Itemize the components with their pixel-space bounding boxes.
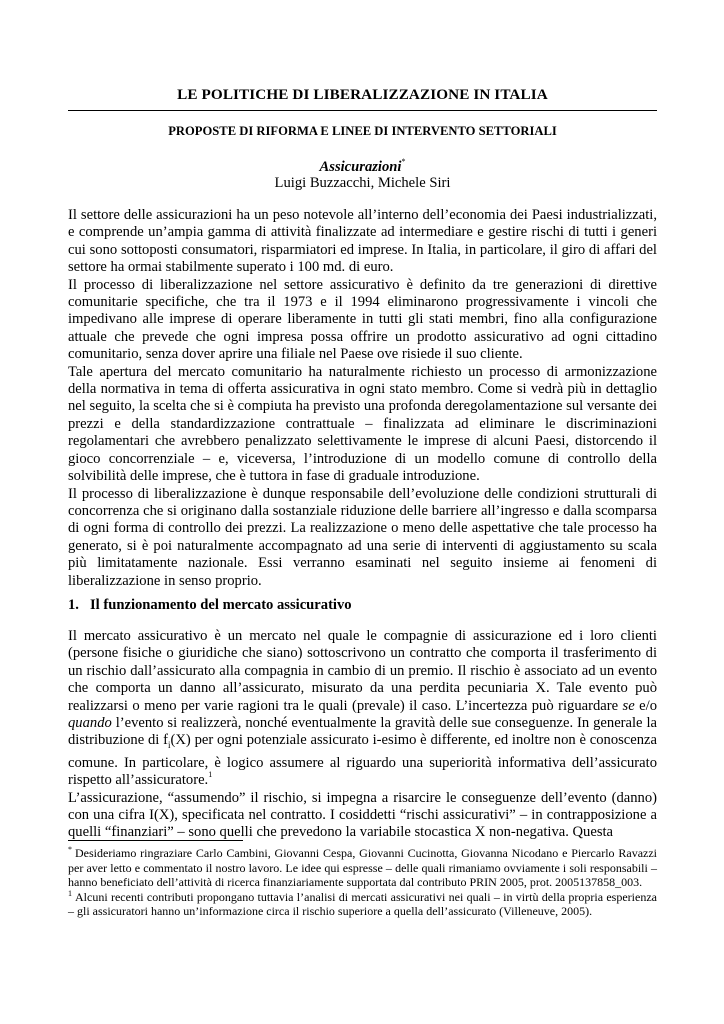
text-run: l’evento si realizzerà, nonché eventualmente la gravità delle sue conseguenze. In generale la distribuzione di f — [68, 715, 657, 749]
title-divider — [68, 110, 657, 111]
footnote-text: Desideriamo ringraziare Carlo Cambini, Giovanni Cespa, Giovanni Cucinotta, Giovanna Nicodano e Piercarlo Ravazzi per aver letto e commentato il nostro lavoro. Le idee qui espresse – delle quali rimaniamo ovviamente i soli responsabili – hanno beneficiato dell’attività di ricerca finanziariamente supportata dal contributo PRIN 2005, prot. 2005137858_003. — [68, 846, 657, 890]
intro-paragraph: Il settore delle assicurazioni ha un peso notevole all’interno dell’economia dei Paesi industrializzati, e comprende un’ampia gamma di attività finalizzate ad intermediare e gestire rischi di tutti i generi cui sono sottoposti consumatori, risparmiatori ed imprese. In Italia, in particolare, il giro di affari del settore ha ormai stabilmente superato i 100 md. di euro. — [68, 207, 657, 276]
authors: Luigi Buzzacchi, Michele Siri — [274, 175, 451, 191]
section-paragraph: L’assicurazione, “assumendo” il rischio, si impegna a risarcire le conseguenze dell’evento (danno) con una cifra I(X), specificata nel contratto. I cosiddetti “rischi assicurativi” – in contrapposizione a quelli “finanziari” – sono quelli che prevedono la variabile stocastica X non-negativa. Questa — [68, 789, 657, 841]
section-paragraph — [68, 628, 657, 790]
section-number: 1. — [68, 597, 79, 613]
footnote — [68, 890, 657, 919]
chapter-name-text: Assicurazioni — [319, 159, 402, 175]
section-title: Il funzionamento del mercato assicurativo — [90, 597, 352, 613]
footnote-divider — [68, 840, 243, 841]
section-heading — [68, 597, 657, 614]
footnote-text: Alcuni recenti contributi propongano tuttavia l’analisi di mercati assicurativi nei quali – in virtù della propria esperienza – gli assicuratori hanno un’informazione circa il rischio superiore a quella dell’assicurato (Villeneuve, 2005). — [68, 889, 657, 919]
text-run: Il mercato assicurativo è un mercato nel quale le compagnie di assicurazione ed i loro clienti (persone fisiche o giuridiche che siano) sottoscrivono un contratto che comporta il trasferimento di un rischio dall’assicurato alla compagnia in cambio di un premio. Il rischio è associato ad un evento che comporta un danno all’assicurato, misurato da una perdita pecuniaria X. Tale evento può realizzarsi o meno per varie ragioni tra le quali (prevale) il caso. L’incertezza può riguardare — [68, 628, 657, 714]
chapter-name — [68, 157, 657, 176]
intro-text — [68, 207, 657, 590]
footnote — [68, 846, 657, 890]
text-run: e/o — [634, 697, 657, 714]
intro-paragraph: Il processo di liberalizzazione è dunque responsabile dell’evoluzione delle condizioni strutturali di concorrenza che si originano dalla sostanziale riduzione delle barriere all’ingresso e dalla scomparsa di ogni forma di controllo dei prezzi. La realizzazione o meno delle aspettative che tale processo ha generato, si è poi naturalmente accompagnato ad una serie di interventi di aggiustamento su scala più limitatamente nazionale. Essi verranno esaminati nel seguito insieme ai fenomeni di liberalizzazione in senso proprio. — [68, 485, 657, 589]
document-title: LE POLITICHE DI LIBERALIZZAZIONE IN ITALIA — [177, 86, 548, 103]
text-run: (X) per ogni potenziale assicurato i-esimo è differente, ed inoltre non è conoscenza comune. In particolare, è logico assumere al riguardo una superiorità informativa dell’assicurato rispetto all’assicuratore. — [68, 732, 657, 789]
intro-paragraph: Il processo di liberalizzazione nel settore assicurativo è definito da tre generazioni di direttive comunitarie specifiche, che tra il 1973 e il 1994 eliminarono progressivamente i vincoli che impedivano alle imprese di operare liberamente in tutti gli stati membri, fino alla configurazione attuale che prevede che ogni impresa possa offrire un prodotto assicurativo ad ogni cittadino comunitario, senza dover aprire una filiale nel Paese ove risiede il suo cliente. — [68, 276, 657, 363]
intro-paragraph: Tale apertura del mercato comunitario ha naturalmente richiesto un processo di armonizzazione della normativa in tema di offerta assicurativa in ogni stato membro. Come si vedrà più in dettaglio nel seguito, la scelta che si è compiuta ha previsto una profonda deregolamentazione sul versante dei prezzi e della standardizzazione contrattuale – finalizzata ad eliminare le discriminazioni regolamentari che avrebbero penalizzato selettivamente le imprese di alcuni Paesi, distorcendo il gioco concorrenziale – e, viceversa, l’introduzione di un modello comune di controllo della solvibilità delle imprese, che è tuttora in fase di graduale introduzione. — [68, 363, 657, 485]
section-text — [68, 628, 657, 842]
footnote-ref[interactable]: 1 — [208, 770, 213, 780]
footnote-mark: * — [68, 845, 72, 854]
italic-text: se — [622, 697, 635, 714]
italic-text: quando — [68, 715, 112, 732]
document-subtitle: PROPOSTE DI RIFORMA E LINEE DI INTERVENTO SETTORIALI — [168, 124, 557, 138]
footnote-mark: 1 — [68, 888, 72, 898]
subscript: i — [168, 740, 171, 751]
chapter-footnote-mark: * — [401, 157, 406, 166]
footnotes — [68, 846, 657, 919]
